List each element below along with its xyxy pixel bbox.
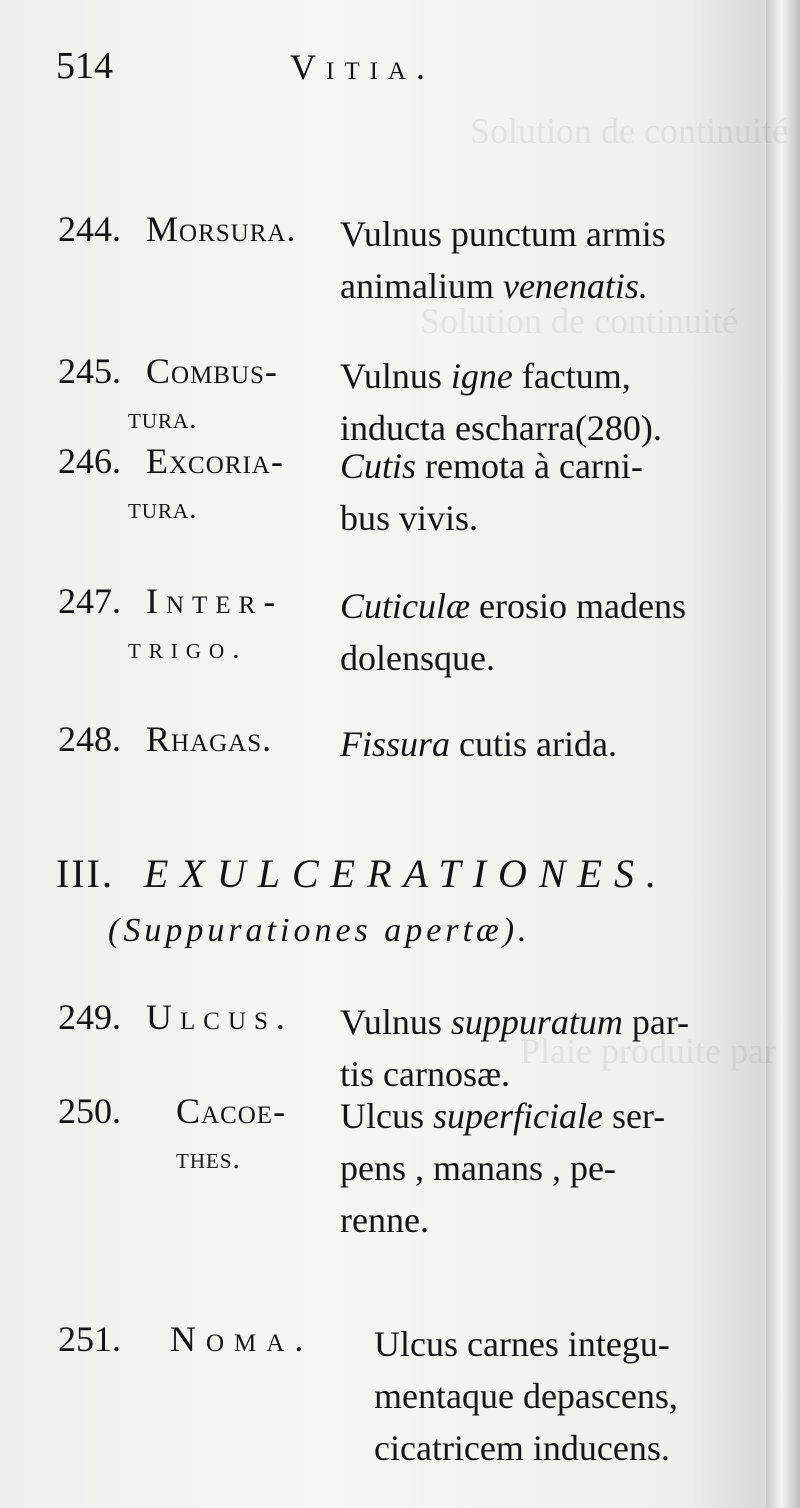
definition-text: Ulcus carnes integu- xyxy=(374,1324,670,1364)
definition-text: mentaque depascens, xyxy=(374,1376,678,1416)
definition-text: animalium xyxy=(340,266,503,306)
entry-number: 248. xyxy=(58,719,121,759)
definition-text: ser- xyxy=(602,1096,666,1136)
definition-text-italic: Fissura xyxy=(340,724,451,764)
entry-definition xyxy=(340,580,686,684)
definition-text: renne. xyxy=(340,1200,429,1240)
entry-term: Noma. xyxy=(170,1319,314,1359)
definition-line xyxy=(340,580,686,632)
entry-number: 250. xyxy=(58,1091,121,1131)
entry-number: 247. xyxy=(58,581,121,621)
definition-text: remota à carni- xyxy=(416,446,643,486)
entry-number: 251. xyxy=(58,1319,121,1359)
running-title: Vitia. xyxy=(290,47,435,87)
section-numeral: III. xyxy=(56,851,114,896)
definition-text: factum, xyxy=(512,356,631,396)
definition-text: cutis arida. xyxy=(450,724,617,764)
definition-text: inducta escharra(280). xyxy=(340,408,662,448)
definition-line xyxy=(374,1318,678,1370)
definition-text-italic: Cuticulæ xyxy=(340,586,471,626)
definition-line xyxy=(340,1090,665,1142)
entry-term-continuation: tura. xyxy=(128,402,198,435)
entry-term-continuation: tura. xyxy=(128,492,198,525)
entry-number: 246. xyxy=(58,441,121,481)
show-through-text: Plaie produite par xyxy=(520,1031,776,1071)
entry-term-continuation: trigo. xyxy=(128,632,248,665)
definition-line xyxy=(340,1142,665,1194)
entry-term: Combus- xyxy=(146,351,278,391)
entry-term: Rhagas. xyxy=(146,719,273,759)
definition-text: Ulcus xyxy=(340,1096,433,1136)
entry-term: Excoria- xyxy=(146,441,284,481)
entry-248 xyxy=(58,718,748,778)
entry-246 xyxy=(58,440,748,550)
definition-line xyxy=(340,260,666,312)
definition-line xyxy=(374,1370,678,1422)
entry-244 xyxy=(58,208,748,318)
definition-text-italic: Cutis xyxy=(340,446,417,486)
definition-text-italic: igne xyxy=(450,356,513,396)
definition-line xyxy=(340,718,617,770)
entry-250 xyxy=(58,1090,748,1250)
entry-definition xyxy=(374,1318,678,1474)
definition-line xyxy=(340,350,662,402)
definition-text: dolensque. xyxy=(340,638,495,678)
definition-line xyxy=(340,492,643,544)
definition-text: Vulnus xyxy=(340,356,451,396)
entry-definition xyxy=(340,440,643,544)
definition-text-italic: suppuratum xyxy=(450,1002,623,1042)
entry-term: Cacoe- xyxy=(176,1091,287,1131)
page-gutter-shadow xyxy=(766,0,800,1508)
entry-term: Inter- xyxy=(146,581,284,621)
entry-term: Ulcus. xyxy=(146,997,293,1037)
definition-line xyxy=(340,632,686,684)
definition-line xyxy=(340,1194,665,1246)
definition-text: erosio madens xyxy=(470,586,686,626)
section-heading xyxy=(56,850,668,897)
entry-number: 244. xyxy=(58,209,121,249)
entry-definition xyxy=(340,718,617,770)
definition-text: par- xyxy=(622,1002,690,1042)
entry-term-continuation: thes. xyxy=(176,1142,241,1175)
definition-line xyxy=(340,996,689,1048)
entry-number: 249. xyxy=(58,997,121,1037)
definition-text-italic: venenatis. xyxy=(502,266,648,306)
definition-text: cicatricem inducens. xyxy=(374,1428,670,1468)
entry-definition xyxy=(340,996,689,1100)
entry-number: 245. xyxy=(58,351,121,391)
definition-text: bus vivis. xyxy=(340,498,479,538)
definition-text-italic: superficiale xyxy=(433,1096,603,1136)
definition-text: pens , manans , pe- xyxy=(340,1148,616,1188)
page-number: 514 xyxy=(56,45,113,87)
definition-text: Vulnus punctum armis xyxy=(340,214,666,254)
entry-term: Morsura. xyxy=(146,209,297,249)
show-through-text: Solution de continuité xyxy=(420,301,738,341)
page-header xyxy=(0,44,760,104)
section-subtitle: (Suppurationes apertæ). xyxy=(108,912,531,949)
definition-line xyxy=(340,440,643,492)
entry-definition xyxy=(340,350,662,454)
definition-text: tis carnosæ. xyxy=(340,1054,510,1094)
definition-text: Vulnus xyxy=(340,1002,451,1042)
entry-definition xyxy=(340,1090,665,1246)
entry-251 xyxy=(58,1318,748,1478)
entry-247 xyxy=(58,580,748,690)
show-through-text: Solution de continuité xyxy=(470,111,788,151)
section-title: EXULCERATIONES. xyxy=(143,851,669,896)
entry-definition xyxy=(340,208,666,312)
definition-line xyxy=(340,208,666,260)
definition-line xyxy=(374,1422,678,1474)
